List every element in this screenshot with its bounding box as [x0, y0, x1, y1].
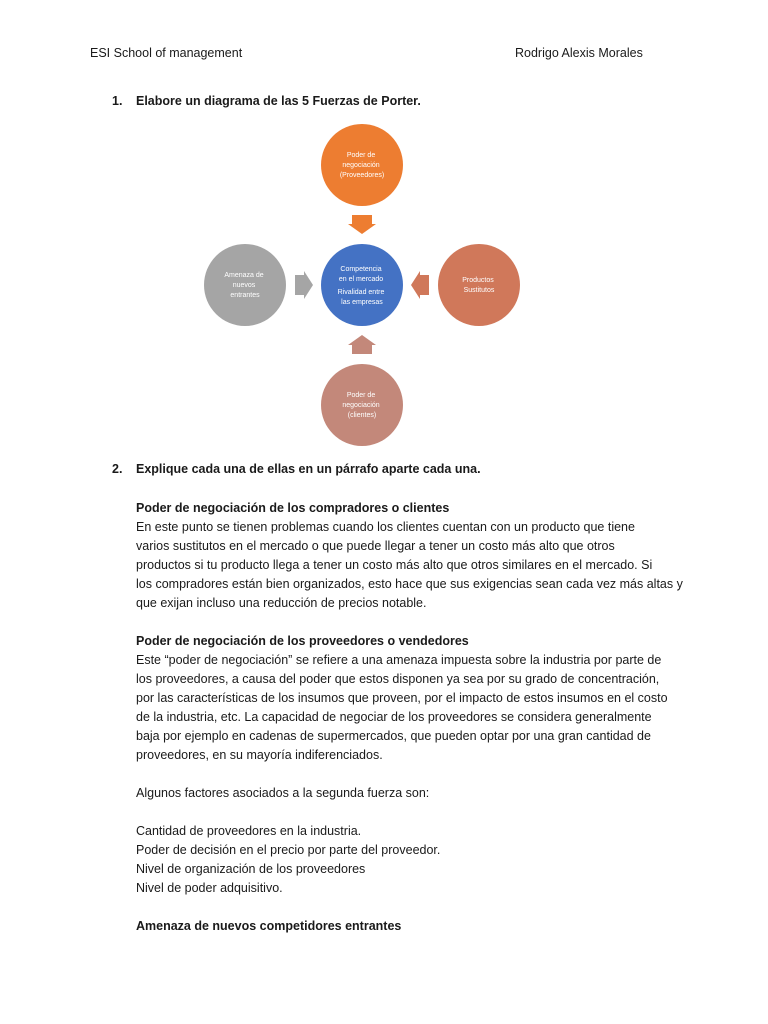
- question-2-number: 2.: [112, 462, 123, 476]
- paragraph-line: Este “poder de negociación” se refiere a una amenaza impuesta sobre la industria por parte de: [136, 653, 662, 667]
- question-2: [112, 462, 481, 476]
- paragraph-line: los proveedores, a causa del poder que estos disponen ya sea por su grado de concentración,: [136, 672, 660, 686]
- node-rivalry-label: Competencia en el mercado Rivalidad entre las empresas: [337, 266, 385, 306]
- paragraph-line: productos si tu producto llega a tener un costo más alto que otros similares en el mercado. Si: [136, 558, 653, 572]
- spacer: [136, 803, 684, 822]
- node-rivalry: [321, 244, 403, 326]
- spacer: [136, 613, 684, 632]
- paragraph-line: En este punto se tienen problemas cuando los clientes cuentan con un producto que tiene: [136, 520, 635, 534]
- question-1-text: Elabore un diagrama de las 5 Fuerzas de Porter.: [136, 94, 421, 108]
- arrow-down: [348, 215, 376, 234]
- section-new-entrants-heading: Amenaza de nuevos competidores entrantes: [136, 919, 402, 933]
- paragraph-line: que exijan incluso una reducción de precios notable.: [136, 596, 427, 610]
- node-new-entrants-label: Amenaza de nuevos entrantes: [224, 272, 264, 299]
- node-substitutes-label: Productos Sustitutos: [462, 277, 495, 294]
- node-suppliers-label: Poder de negociación (Proveedores): [339, 152, 385, 179]
- node-substitutes-circle: [438, 244, 520, 326]
- factors-intro: Algunos factores asociados a la segunda fuerza son:: [136, 786, 430, 800]
- arrow-left: [411, 271, 429, 299]
- answer-body: [136, 499, 684, 936]
- node-new-entrants: [204, 244, 286, 326]
- paragraph-line: varios sustitutos en el mercado o que puede llegar a tener un costo más alto que otros: [136, 539, 615, 553]
- question-1-number: 1.: [112, 94, 123, 108]
- node-substitutes: [438, 244, 520, 326]
- porter-five-forces-diagram: [200, 122, 530, 452]
- paragraph-line: los compradores están bien organizados, esto hace que sus exigencias sean cada vez más altas y: [136, 577, 683, 591]
- arrow-right: [295, 271, 313, 299]
- paragraph-line: proveedores, en su mayoría indiferenciados.: [136, 748, 383, 762]
- factor-item: Nivel de organización de los proveedores: [136, 862, 366, 876]
- paragraph-line: por las características de los insumos que proveen, por el impacto de estos insumos en el costo: [136, 691, 668, 705]
- factor-item: Cantidad de proveedores en la industria.: [136, 824, 362, 838]
- factor-item: Nivel de poder adquisitivo.: [136, 881, 283, 895]
- factor-item: Poder de decisión en el precio por parte del proveedor.: [136, 843, 441, 857]
- question-2-text: Explique cada una de ellas en un párrafo aparte cada una.: [136, 462, 481, 476]
- question-1: [112, 94, 421, 108]
- header-author: Rodrigo Alexis Morales: [515, 46, 643, 60]
- paragraph-line: baja por ejemplo en cadenas de supermercados, que pueden optar por una gran cantidad de: [136, 729, 651, 743]
- paragraph-line: de la industria, etc. La capacidad de negociar de los proveedores se considera generalmente: [136, 710, 652, 724]
- node-clients-label: Poder de negociación (clientes): [342, 392, 380, 419]
- header-school: ESI School of management: [90, 46, 243, 60]
- arrow-up: [348, 335, 376, 354]
- node-rivalry-circle: [321, 244, 403, 326]
- section-clients-heading: Poder de negociación de los compradores o clientes: [136, 501, 450, 515]
- spacer: [136, 765, 684, 784]
- spacer: [136, 898, 684, 917]
- node-suppliers: [321, 124, 403, 206]
- section-suppliers-heading: Poder de negociación de los proveedores o vendedores: [136, 634, 469, 648]
- node-clients: [321, 364, 403, 446]
